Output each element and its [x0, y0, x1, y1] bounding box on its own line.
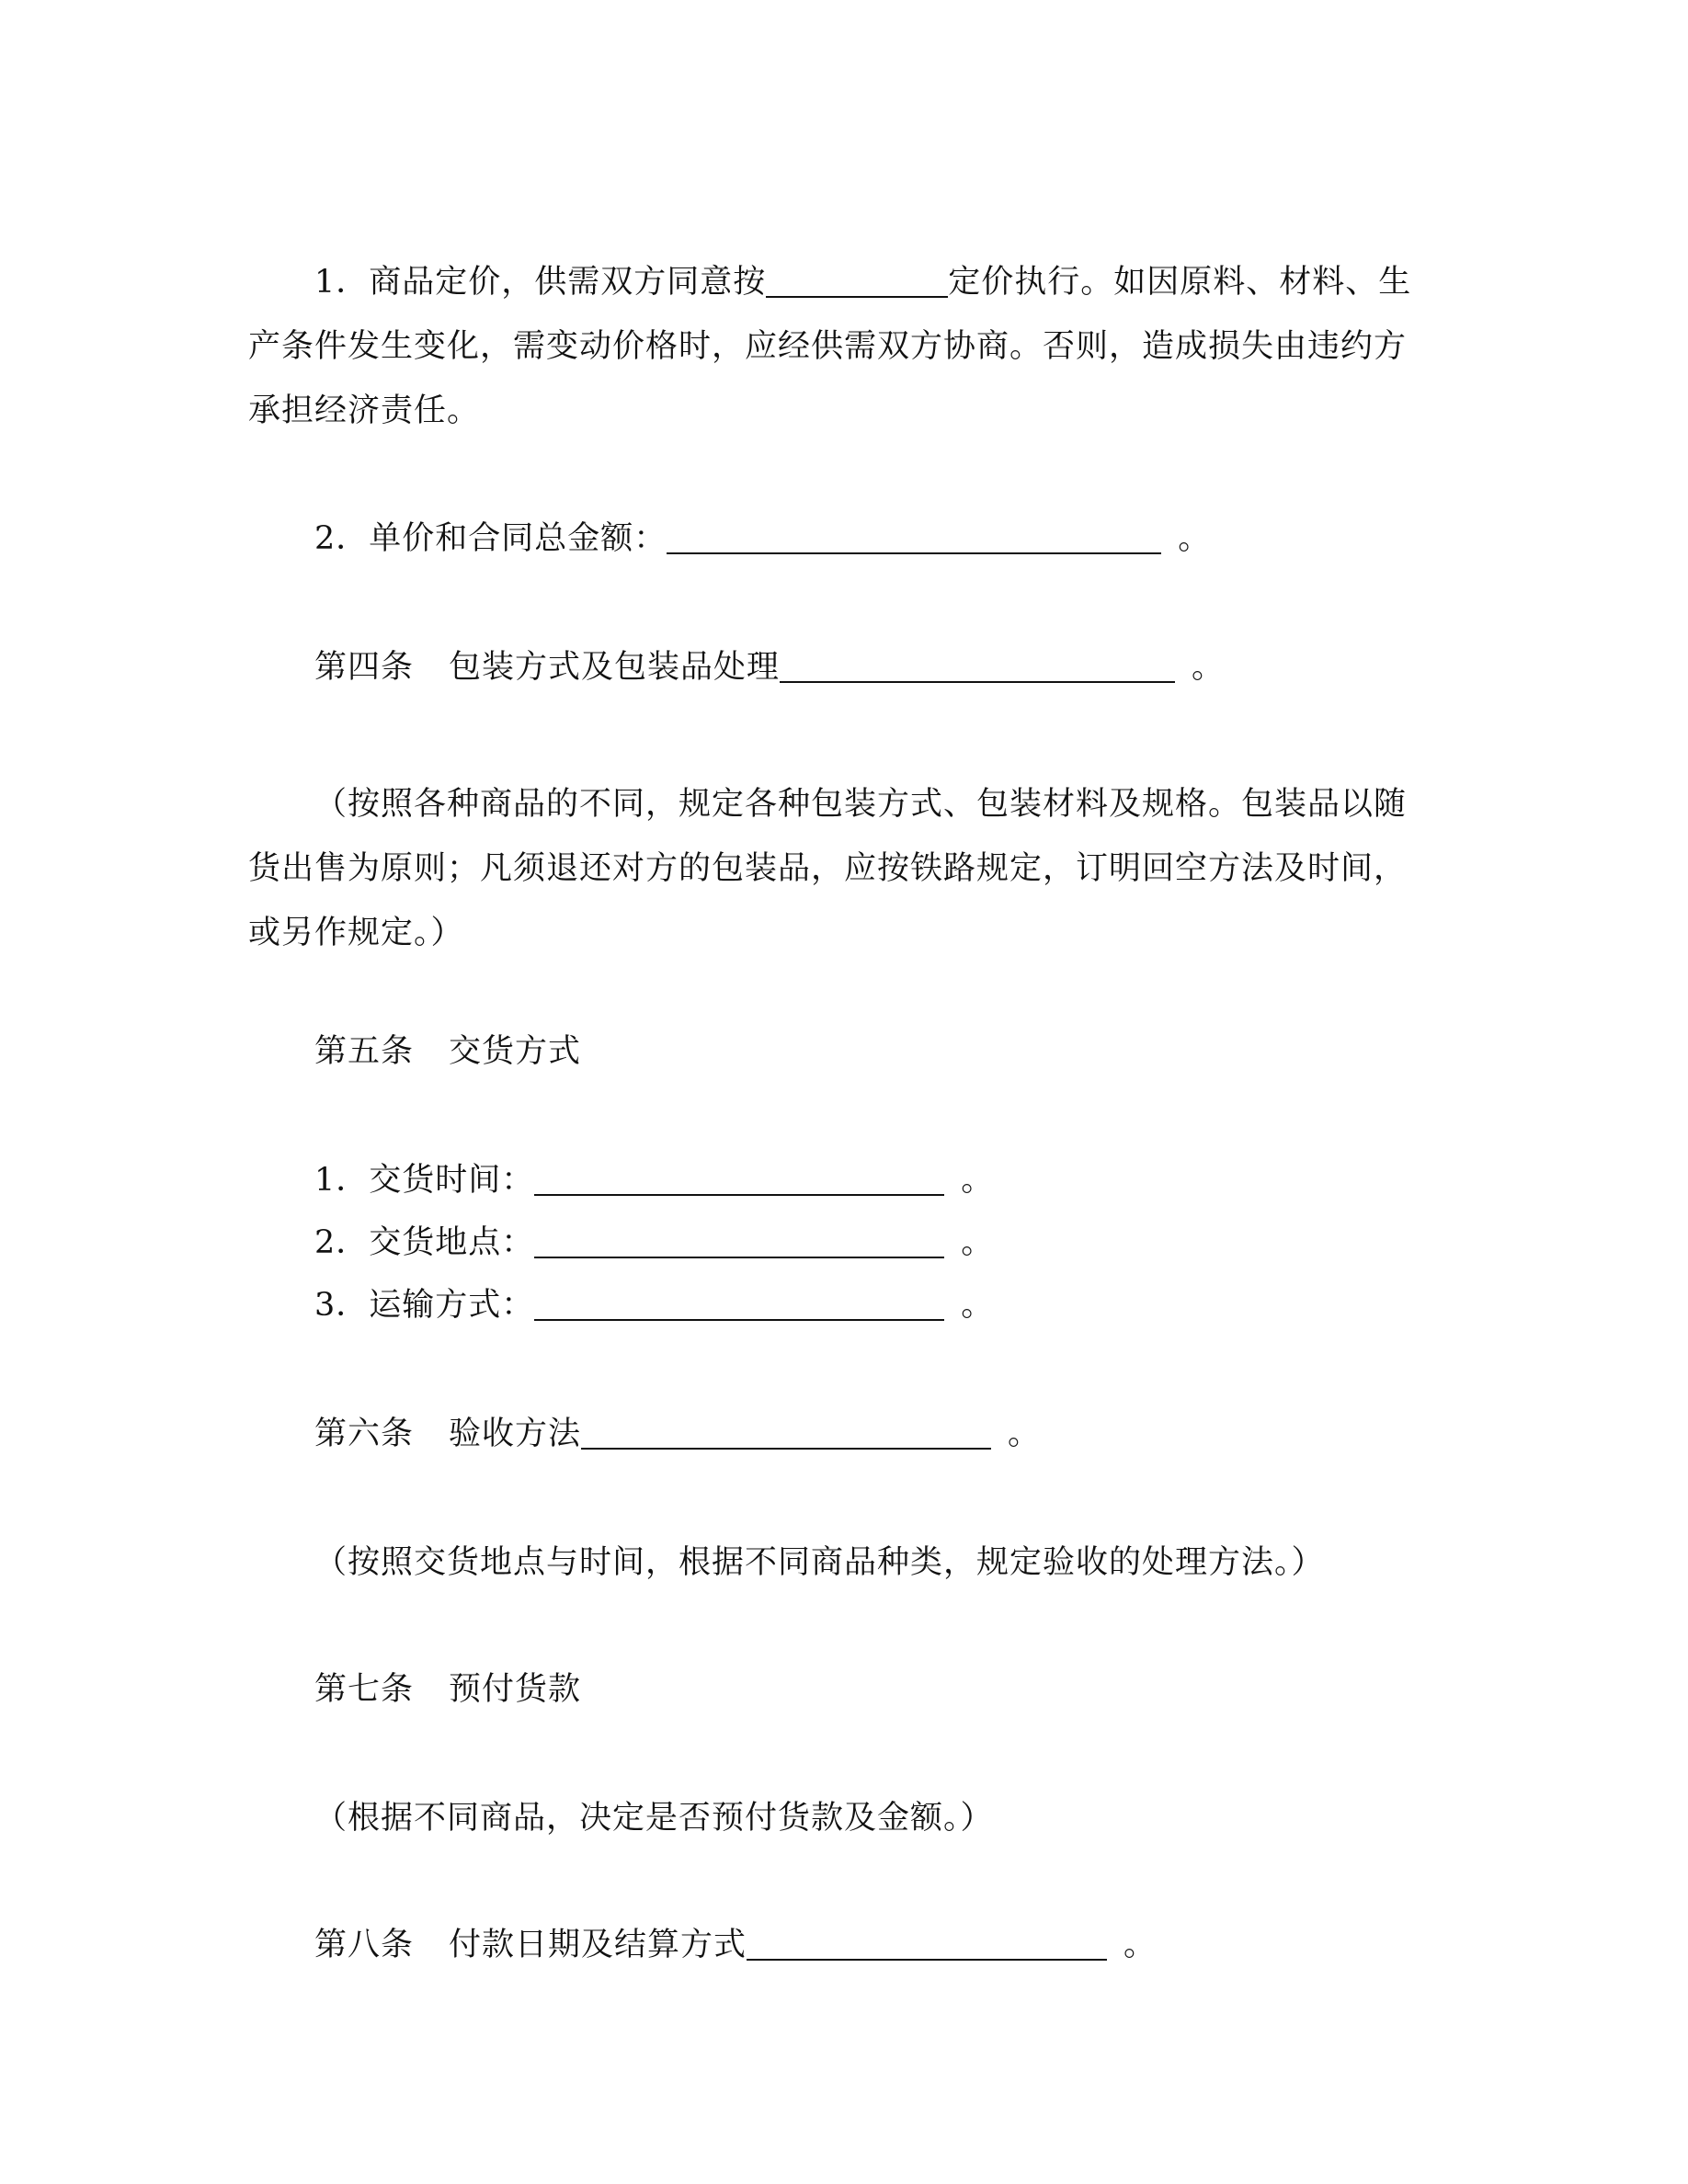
clause4-line: [314, 645, 1225, 689]
clause4-heading: 第四条: [314, 649, 415, 686]
delivery-time-end: 。: [961, 1162, 995, 1199]
delivery-time-blank[interactable]: [534, 1161, 944, 1196]
total-amount-blank[interactable]: [667, 519, 1161, 554]
price-basis-blank[interactable]: [766, 263, 948, 298]
clause5-title: 交货方式: [449, 1033, 582, 1070]
clause6-heading: 第六条: [314, 1416, 415, 1452]
clause3-item2: [314, 517, 1211, 561]
clause3-item1-part2: 定价执行。如因原料、材料、生产条件发生变化，需变动价格时，应经供需双方协商。否则，造成损失由违约方承担经济责任。: [248, 264, 1412, 429]
delivery-place-label: 2．交货地点：: [314, 1224, 535, 1261]
delivery-place-line: [314, 1221, 994, 1265]
clause4-end: 。: [1192, 649, 1226, 686]
total-amount-label: 2．单价和合同总金额：: [314, 520, 667, 557]
clause6-note: [314, 1541, 1325, 1585]
clause6-note-text: （按照交货地点与时间，根据不同商品种类，规定验收的处理方法。）: [314, 1544, 1325, 1581]
transport-blank[interactable]: [534, 1286, 944, 1321]
clause8-end: 。: [1123, 1927, 1158, 1963]
clause6-line: [314, 1412, 1041, 1456]
clause3-item1: [248, 250, 1434, 443]
clause4-note-text: （按照各种商品的不同，规定各种包装方式、包装材料及规格。包装品以随货出售为原则；凡须退还对方的包装品，应按铁路规定，订明回空方法及时间，或另作规定。）: [248, 786, 1408, 951]
clause3-item1-part1: 1．商品定价，供需双方同意按: [314, 264, 767, 301]
transport-line: [314, 1283, 994, 1327]
clause7-note: [314, 1796, 994, 1840]
transport-end: 。: [961, 1287, 995, 1324]
payment-blank[interactable]: [747, 1926, 1107, 1961]
clause8-line: [314, 1923, 1157, 1967]
clause4-title: 包装方式及包装品处理: [449, 649, 781, 686]
packaging-blank[interactable]: [780, 648, 1175, 683]
delivery-place-blank[interactable]: [534, 1223, 944, 1258]
clause5-heading: 第五条: [314, 1033, 415, 1070]
clause5-line: [314, 1029, 581, 1074]
clause4-note: [248, 772, 1434, 965]
delivery-time-line: [314, 1158, 994, 1202]
inspection-blank[interactable]: [581, 1415, 991, 1450]
total-amount-end: 。: [1178, 520, 1212, 557]
clause7-title: 预付货款: [449, 1671, 582, 1708]
clause7-line: [314, 1667, 581, 1712]
delivery-place-end: 。: [961, 1224, 995, 1261]
clause7-note-text: （根据不同商品，决定是否预付货款及金额。）: [314, 1800, 994, 1837]
clause8-title: 付款日期及结算方式: [449, 1927, 747, 1963]
transport-label: 3．运输方式：: [314, 1287, 535, 1324]
clause6-title: 验收方法: [449, 1416, 582, 1452]
clause7-heading: 第七条: [314, 1671, 415, 1708]
clause6-end: 。: [1008, 1416, 1042, 1452]
clause8-heading: 第八条: [314, 1927, 415, 1963]
delivery-time-label: 1．交货时间：: [314, 1162, 535, 1199]
